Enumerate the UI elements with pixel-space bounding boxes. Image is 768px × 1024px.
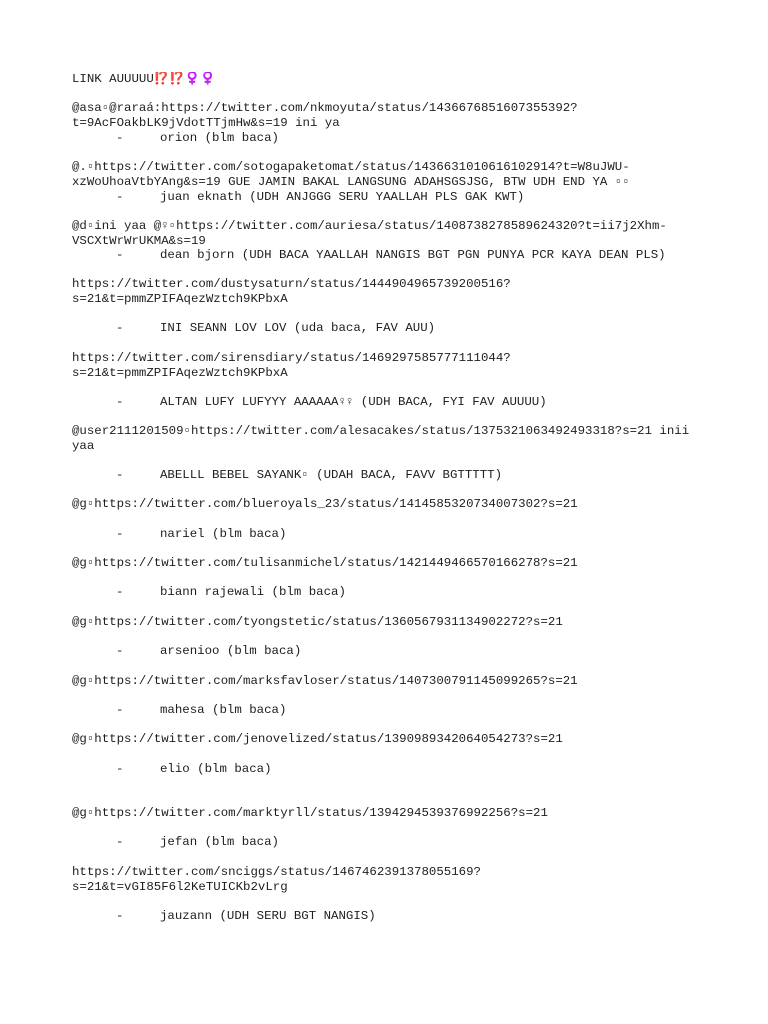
entry-note xyxy=(72,909,712,969)
note-text: ALTAN LUFY LUFYYY AAAAAA♀♀ (UDH BACA, FYI FAV AUUUU) xyxy=(160,395,547,409)
bullet-dash: - xyxy=(116,395,124,409)
entry-link-line: xzWoUhoaVtbYAng&s=19 GUE JAMIN BAKAL LANGSUNG ADAHSGSJSG, BTW UDH END YA ▫▫ xyxy=(72,175,630,189)
entry-link-line: s=21&t=pmmZPIFAqezWztch9KPbxA xyxy=(72,366,288,380)
note-text: ABELLL BEBEL SAYANK▫ (UDAH BACA, FAVV BGTTTTT) xyxy=(160,468,503,482)
bullet-dash: - xyxy=(116,703,124,717)
entry-link-line: VSCXtWrWrUKMA&s=19 xyxy=(72,234,206,248)
entry-link-line: @g▫https://twitter.com/tyongstetic/status/1360567931134902272?s=21 xyxy=(72,615,563,629)
bullet-dash: - xyxy=(116,527,124,541)
entry-link-line: @g▫https://twitter.com/tulisanmichel/status/1421449466570166278?s=21 xyxy=(72,556,578,570)
entry-link-line: @g▫https://twitter.com/jenovelized/status/1390989342064054273?s=21 xyxy=(72,732,563,746)
note-text: INI SEANN LOV LOV (uda baca, FAV AUU) xyxy=(160,321,436,335)
bullet-dash: - xyxy=(116,585,124,599)
note-text: dean bjorn (UDH BACA YAALLAH NANGIS BGT PGN PUNYA PCR KAYA DEAN PLS) xyxy=(160,248,666,262)
bullet-dash: - xyxy=(116,321,124,335)
bullet-dash: - xyxy=(116,131,124,145)
bullet-dash: - xyxy=(116,248,124,262)
entry-link-line: yaa xyxy=(72,439,95,453)
bullet-dash: - xyxy=(116,909,124,923)
note-text: elio (blm baca) xyxy=(160,762,272,776)
bullet-dash: - xyxy=(116,644,124,658)
entry-link-line: @asa▫@raraá:https://twitter.com/nkmoyuta/status/1436676851607355392? xyxy=(72,101,578,115)
entry-link-line: https://twitter.com/sirensdiary/status/1469297585777111044? xyxy=(72,351,511,365)
entry-link-line: https://twitter.com/snciggs/status/1467462391378055169? xyxy=(72,865,481,879)
entry-link-line: https://twitter.com/dustysaturn/status/1444904965739200516? xyxy=(72,277,511,291)
entry-link-line: @d▫ini yaa @♀▫https://twitter.com/auriesa/status/1408738278589624320?t=ii7j2Xhm- xyxy=(72,219,667,233)
entry-link-line: @g▫https://twitter.com/marktyrll/status/1394294539376992256?s=21 xyxy=(72,806,548,820)
note-text: jefan (blm baca) xyxy=(160,835,279,849)
entry-link-line: @g▫https://twitter.com/blueroyals_23/status/1414585320734007302?s=21 xyxy=(72,497,578,511)
document-title: LINK AUUUUU⁉️⁉️♀️♀️ xyxy=(72,72,216,86)
note-text: nariel (blm baca) xyxy=(160,527,287,541)
entry-link-line: @user2111201509▫https://twitter.com/alesacakes/status/1375321063492493318?s=21 inii xyxy=(72,424,690,438)
note-text: orion (blm baca) xyxy=(160,131,279,145)
note-text: mahesa (blm baca) xyxy=(160,703,287,717)
bullet-dash: - xyxy=(116,835,124,849)
entry-link-line: s=21&t=pmmZPIFAqezWztch9KPbxA xyxy=(72,292,288,306)
entry-link-line: t=9AcFOakbLK9jVdotTTjmHw&s=19 ini ya xyxy=(72,116,340,130)
bullet-dash: - xyxy=(116,468,124,482)
note-text: arsenioo (blm baca) xyxy=(160,644,302,658)
bullet-dash: - xyxy=(116,762,124,776)
note-text: jauzann (UDH SERU BGT NANGIS) xyxy=(160,909,376,923)
entry-link-line: s=21&t=vGI85F6l2KeTUICKb2vLrg xyxy=(72,880,288,894)
entry-link-line: @g▫https://twitter.com/marksfavloser/status/1407300791145099265?s=21 xyxy=(72,674,578,688)
note-text: biann rajewali (blm baca) xyxy=(160,585,346,599)
note-text: juan eknath (UDH ANJGGG SERU YAALLAH PLS GAK KWT) xyxy=(160,190,525,204)
entry-link-line: @.▫https://twitter.com/sotogapaketomat/status/1436631010616102914?t=W8uJWU- xyxy=(72,160,630,174)
bullet-dash: - xyxy=(116,190,124,204)
